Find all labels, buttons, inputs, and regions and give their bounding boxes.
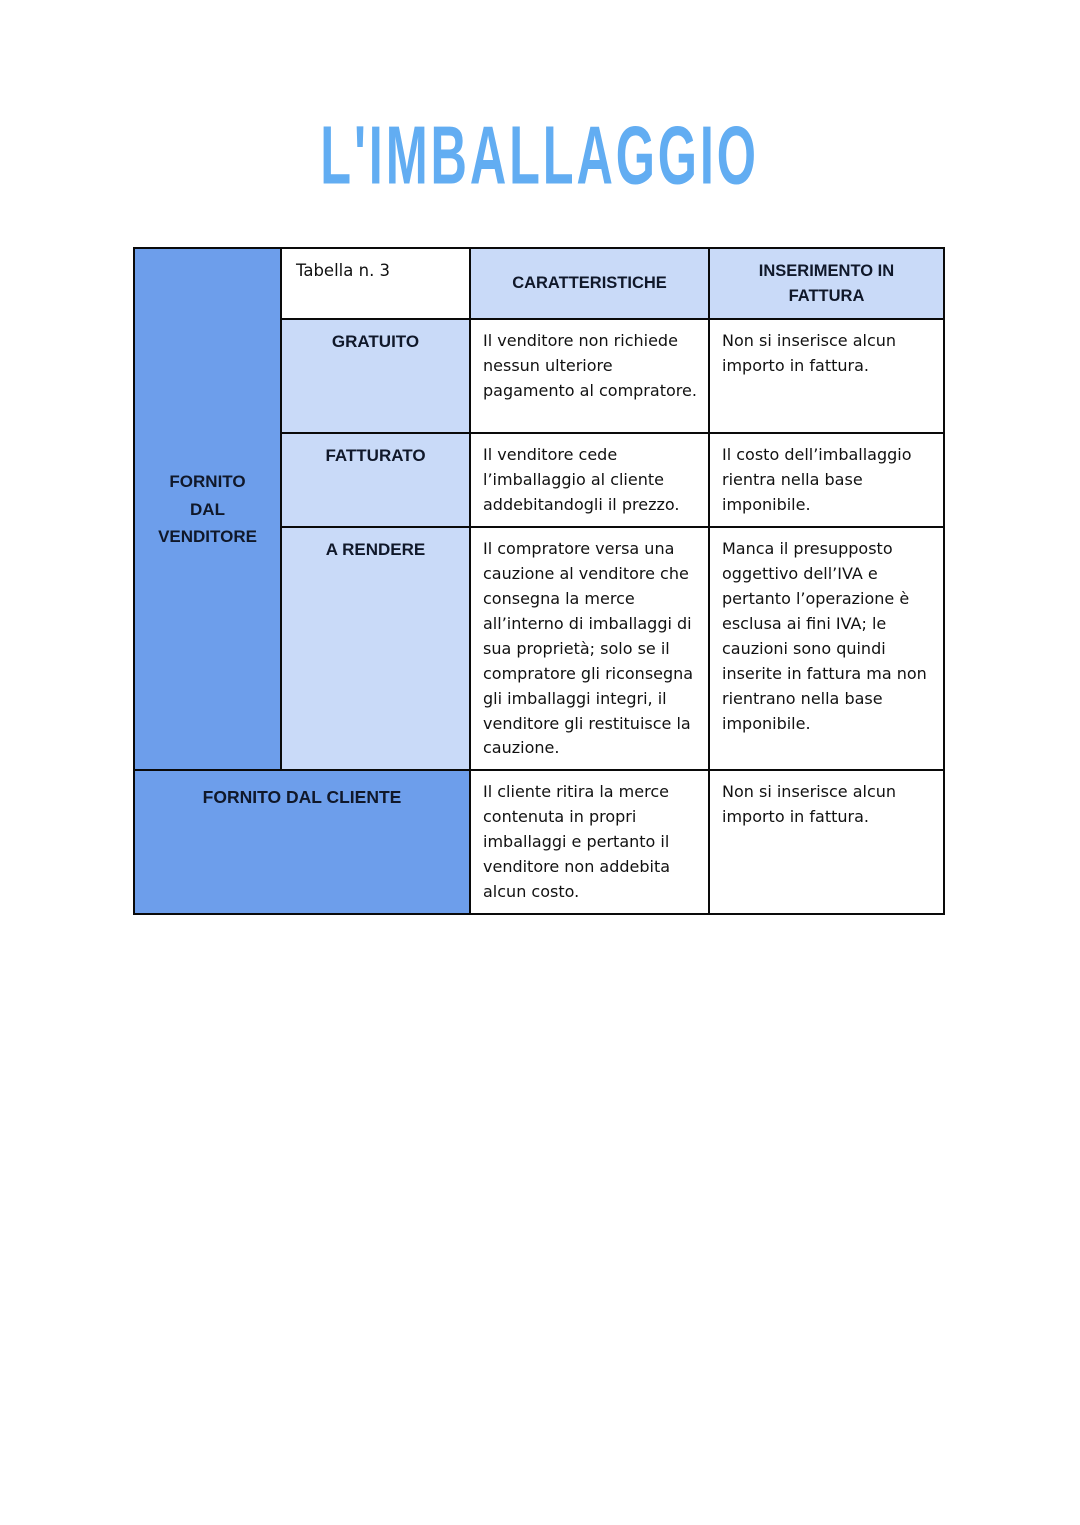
row-label-a-rendere: A RENDERE: [281, 527, 470, 771]
column-header-inserimento-in-fattura: INSERIMENTO IN FATTURA: [709, 248, 944, 319]
row-label-fornito-dal-cliente: FORNITO DAL CLIENTE: [134, 770, 470, 914]
row-label-fatturato: FATTURATO: [281, 433, 470, 527]
cell-gratuito-caratteristiche: Il venditore non richiede nessun ulteriore pagamento al compratore.: [470, 319, 709, 433]
row-label-gratuito: GRATUITO: [281, 319, 470, 433]
cell-a-rendere-fattura: Manca il presupposto oggettivo dell’IVA e pertanto l’operazione è esclusa ai fini IVA; le cauzioni sono quindi inserite in fattura ma non rientrano nella base imponibile.: [709, 527, 944, 771]
cell-cliente-fattura: Non si inserisce alcun importo in fattura.: [709, 770, 944, 914]
column-header-caratteristiche: CARATTERISTICHE: [470, 248, 709, 319]
cell-gratuito-fattura: Non si inserisce alcun importo in fattura.: [709, 319, 944, 433]
cell-fatturato-caratteristiche: Il venditore cede l’imballaggio al cliente addebitandogli il prezzo.: [470, 433, 709, 527]
cell-cliente-caratteristiche: Il cliente ritira la merce contenuta in propri imballaggi e pertanto il venditore non addebita alcun costo.: [470, 770, 709, 914]
title-area: [0, 108, 1080, 208]
page-title: L'IMBALLAGGIO: [320, 109, 760, 202]
table-caption-cell: Tabella n. 3: [281, 248, 470, 319]
table-row: [134, 770, 944, 914]
cell-a-rendere-caratteristiche: Il compratore versa una cauzione al venditore che consegna la merce all’interno di imballaggi di sua proprietà; solo se il compratore gli riconsegna gli imballaggi integri, il venditore gli restituisce la cauzione.: [470, 527, 709, 771]
table-header-row: [134, 248, 944, 319]
packaging-table: [133, 247, 945, 915]
row-group-label-fornito-dal-venditore: FORNITO DAL VENDITORE: [134, 248, 281, 770]
cell-fatturato-fattura: Il costo dell’imballaggio rientra nella base imponibile.: [709, 433, 944, 527]
